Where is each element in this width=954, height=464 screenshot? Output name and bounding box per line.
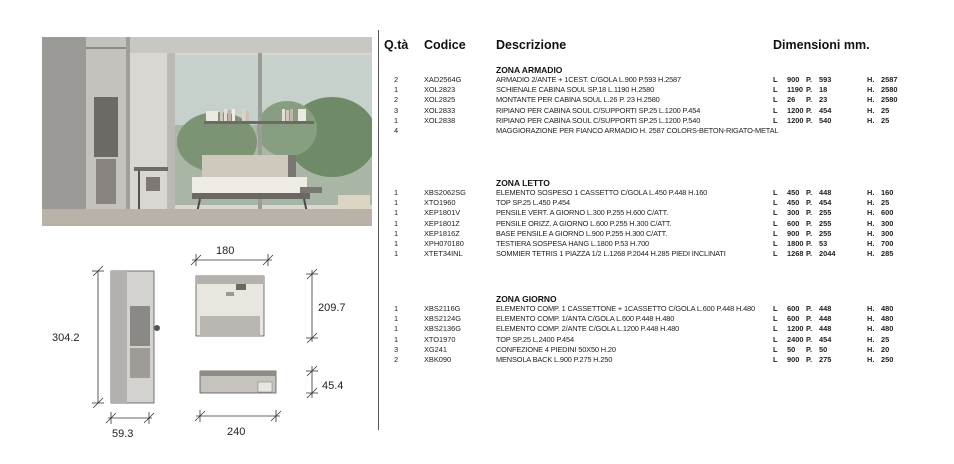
dim-letter-h: H.: [867, 249, 875, 259]
length-cell: 1200: [787, 324, 804, 334]
table-row: [384, 324, 952, 334]
dim-letter-h: H.: [867, 105, 875, 115]
depth-cell: 53: [819, 239, 828, 248]
dim-letter-p: P.: [806, 218, 813, 228]
code-cell: XEP1801V: [424, 208, 461, 218]
table-row: [384, 198, 952, 208]
dim-letter-l: L: [773, 95, 778, 105]
depth-cell: 448: [819, 304, 832, 313]
height-cell: 700: [881, 239, 894, 248]
depth-cell: 448: [819, 188, 832, 197]
code-cell: XTO1970: [424, 334, 456, 344]
qty-cell: 1: [394, 198, 399, 208]
table-row: [384, 85, 952, 95]
description-cell: ELEMENTO SOSPESO 1 CASSETTO C/GOLA L.450 P.448 H.160: [496, 188, 708, 197]
dim-letter-l: L: [773, 208, 778, 218]
dim-letter-h: H.: [867, 95, 875, 105]
description-cell: PENSILE ORIZZ. A GIORNO L.600 P.255 H.300 C/ATT.: [496, 218, 672, 228]
length-cell: 300: [787, 208, 800, 218]
description-cell: MENSOLA BACK L.900 P.275 H.250: [496, 355, 613, 364]
height-cell: 2580: [881, 85, 898, 95]
table-row: [384, 355, 952, 365]
qty-cell: 1: [394, 239, 399, 248]
dim-letter-l: L: [773, 85, 778, 95]
depth-cell: 454: [819, 198, 832, 208]
height-cell: 285: [881, 249, 894, 259]
dim-letter-l: L: [773, 239, 778, 248]
height-cell: 600: [881, 208, 894, 218]
dim-letter-p: P.: [806, 324, 813, 334]
table-row: [384, 314, 952, 324]
code-cell: XBS2116G: [424, 304, 461, 313]
code-cell: XTET34INL: [424, 249, 463, 259]
qty-cell: 3: [394, 344, 399, 354]
dim-letter-h: H.: [867, 314, 875, 324]
table-row: [384, 335, 952, 345]
height-cell: 20: [881, 344, 890, 354]
description-cell: TESTIERA SOSPESA HANG L.1800 P.53 H.700: [496, 239, 649, 248]
dim-letter-p: P.: [806, 115, 813, 125]
description-cell: PENSILE VERT. A GIORNO L.300 P.255 H.600 C/ATT.: [496, 208, 669, 218]
description-cell: ARMADIO 2/ANTE + 1CEST. C/GOLA L.900 P.593 H.2587: [496, 75, 681, 84]
dim-letter-p: P.: [806, 188, 813, 197]
qty-cell: 1: [394, 249, 399, 259]
dim-45-4: 45.4: [322, 380, 344, 392]
code-cell: XBS2136G: [424, 324, 461, 334]
dim-letter-h: H.: [867, 228, 875, 238]
dim-letter-p: P.: [806, 228, 813, 238]
dim-letter-h: H.: [867, 208, 875, 218]
length-cell: 600: [787, 304, 800, 313]
length-cell: 50: [787, 344, 796, 354]
dim-letter-p: P.: [806, 334, 813, 344]
code-cell: XAD2564G: [424, 75, 462, 84]
depth-cell: 593: [819, 75, 832, 84]
height-cell: 25: [881, 198, 890, 208]
dim-letter-h: H.: [867, 85, 875, 95]
table-row: [384, 208, 952, 218]
length-cell: 600: [787, 218, 800, 228]
qty-cell: 1: [394, 218, 399, 228]
description-cell: BASE PENSILE A GIORNO L.900 P.255 H.300 C/ATT.: [496, 228, 668, 238]
header-desc: Descrizione: [496, 38, 567, 52]
description-cell: RIPIANO PER CABINA SOUL C/SUPPORTI SP.25 L.1200 P.540: [496, 115, 701, 125]
description-cell: RIPIANO PER CABINA SOUL C/SUPPORTI SP.25 L.1200 P.454: [496, 105, 701, 115]
table-row: [384, 229, 952, 239]
qty-cell: 2: [394, 355, 399, 364]
qty-cell: 1: [394, 188, 399, 197]
code-cell: XTO1960: [424, 198, 456, 208]
dim-304-2: 304.2: [52, 332, 80, 344]
depth-cell: 50: [819, 344, 828, 354]
dim-letter-l: L: [773, 344, 778, 354]
description-cell: MONTANTE PER CABINA SOUL L.26 P. 23 H.2580: [496, 95, 660, 105]
code-cell: XBK090: [424, 355, 452, 364]
dim-letter-p: P.: [806, 198, 813, 208]
dim-letter-l: L: [773, 314, 778, 324]
table-row: [384, 188, 952, 198]
plan-drawing-svg: [40, 236, 370, 444]
code-cell: XOL2823: [424, 85, 456, 95]
dim-letter-h: H.: [867, 304, 875, 313]
depth-cell: 255: [819, 228, 832, 238]
dim-209-7: 209.7: [318, 302, 346, 314]
description-cell: CONFEZIONE 4 PIEDINI 50X50 H.20: [496, 344, 616, 354]
table-row: [384, 106, 952, 116]
height-cell: 2580: [881, 95, 898, 105]
length-cell: 1268: [787, 249, 804, 259]
qty-cell: 1: [394, 208, 399, 218]
description-cell: ELEMENTO COMP. 2/ANTE C/GOLA L.1200 P.448 H.480: [496, 324, 680, 334]
header-dims: Dimensioni mm.: [773, 38, 870, 52]
code-cell: XOL2838: [424, 115, 456, 125]
height-cell: 250: [881, 355, 894, 364]
depth-cell: 255: [819, 208, 832, 218]
height-cell: 300: [881, 218, 894, 228]
height-cell: 25: [881, 105, 890, 115]
depth-cell: 448: [819, 324, 832, 334]
depth-cell: 540: [819, 115, 832, 125]
dim-letter-p: P.: [806, 344, 813, 354]
description-cell: TOP SP.25 L.2400 P.454: [496, 334, 574, 344]
dim-letter-p: P.: [806, 95, 813, 105]
height-cell: 480: [881, 304, 894, 313]
length-cell: 450: [787, 188, 800, 197]
table-row: [384, 75, 952, 85]
table-row: [384, 249, 952, 259]
product-table: [384, 34, 952, 454]
description-cell: TOP SP.25 L.450 P.454: [496, 198, 570, 208]
dim-letter-p: P.: [806, 105, 813, 115]
height-cell: 300: [881, 228, 894, 238]
dim-letter-h: H.: [867, 75, 875, 84]
description-cell: SCHIENALE CABINA SOUL SP.18 L.1190 H.2580: [496, 85, 655, 95]
height-cell: 160: [881, 188, 894, 197]
code-cell: XOL2825: [424, 95, 456, 105]
plan-drawing: [40, 236, 370, 444]
dim-letter-h: H.: [867, 115, 875, 125]
table-row: [384, 345, 952, 355]
table-row: [384, 304, 952, 314]
dim-letter-p: P.: [806, 85, 813, 95]
dim-letter-h: H.: [867, 198, 875, 208]
depth-cell: 454: [819, 334, 832, 344]
dim-letter-l: L: [773, 188, 778, 197]
depth-cell: 275: [819, 355, 832, 364]
section-title: ZONA GIORNO: [496, 294, 557, 304]
dim-letter-l: L: [773, 115, 778, 125]
qty-cell: 1: [394, 324, 399, 334]
column-divider: [378, 30, 379, 430]
length-cell: 900: [787, 228, 800, 238]
dim-letter-l: L: [773, 355, 778, 364]
depth-cell: 454: [819, 105, 832, 115]
room-photo-illustration: [42, 37, 372, 226]
qty-cell: 2: [394, 75, 399, 84]
code-cell: XPH070180: [424, 239, 464, 248]
dim-letter-h: H.: [867, 334, 875, 344]
length-cell: 900: [787, 355, 800, 364]
dim-letter-h: H.: [867, 324, 875, 334]
dim-letter-l: L: [773, 105, 778, 115]
dim-letter-h: H.: [867, 355, 875, 364]
dim-letter-p: P.: [806, 239, 813, 248]
qty-cell: 3: [394, 105, 399, 115]
code-cell: XBS2124G: [424, 314, 461, 324]
dim-letter-h: H.: [867, 344, 875, 354]
dim-letter-p: P.: [806, 355, 813, 364]
dim-letter-l: L: [773, 324, 778, 334]
height-cell: 25: [881, 115, 890, 125]
qty-cell: 1: [394, 85, 399, 95]
dim-letter-l: L: [773, 75, 778, 84]
height-cell: 480: [881, 314, 894, 324]
length-cell: 2400: [787, 334, 804, 344]
dim-letter-l: L: [773, 249, 778, 259]
description-cell: ELEMENTO COMP. 1/ANTA C/GOLA L.600 P.448 H.480: [496, 314, 675, 324]
dim-letter-h: H.: [867, 188, 875, 197]
qty-cell: 1: [394, 115, 399, 125]
dim-letter-l: L: [773, 198, 778, 208]
length-cell: 1200: [787, 105, 804, 115]
code-cell: XEP1801Z: [424, 218, 460, 228]
code-cell: XG241: [424, 344, 448, 354]
length-cell: 1200: [787, 115, 804, 125]
qty-cell: 2: [394, 95, 399, 105]
dim-180: 180: [216, 245, 235, 257]
depth-cell: 2044: [819, 249, 836, 259]
length-cell: 900: [787, 75, 800, 84]
height-cell: 2587: [881, 75, 898, 84]
length-cell: 600: [787, 314, 800, 324]
qty-cell: 4: [394, 126, 399, 135]
qty-cell: 1: [394, 304, 399, 313]
code-cell: XEP1816Z: [424, 228, 460, 238]
depth-cell: 23: [819, 95, 828, 105]
dim-letter-p: P.: [806, 314, 813, 324]
length-cell: 1190: [787, 85, 804, 95]
dim-letter-h: H.: [867, 218, 875, 228]
dim-letter-h: H.: [867, 239, 875, 248]
description-cell: MAGGIORAZIONE PER FIANCO ARMADIO H. 2587 COLORS-BETON-RIGATO-METAL: [496, 126, 779, 135]
length-cell: 1800: [787, 239, 804, 248]
dim-240: 240: [227, 426, 246, 438]
table-row: [384, 95, 952, 105]
section-title: ZONA ARMADIO: [496, 65, 563, 75]
depth-cell: 448: [819, 314, 832, 324]
dim-letter-l: L: [773, 304, 778, 313]
depth-cell: 18: [819, 85, 828, 95]
header-code: Codice: [424, 38, 466, 52]
length-cell: 450: [787, 198, 800, 208]
dim-letter-l: L: [773, 334, 778, 344]
description-cell: ELEMENTO COMP. 1 CASSETTONE + 1CASSETTO C/GOLA L.600 P.448 H.480: [496, 304, 755, 313]
dim-letter-l: L: [773, 228, 778, 238]
dim-59-3: 59.3: [112, 428, 134, 440]
dim-letter-p: P.: [806, 75, 813, 84]
depth-cell: 255: [819, 218, 832, 228]
length-cell: 26: [787, 95, 796, 105]
code-cell: XOL2833: [424, 105, 456, 115]
dim-letter-p: P.: [806, 208, 813, 218]
room-photo: [42, 37, 372, 226]
section-title: ZONA LETTO: [496, 178, 550, 188]
description-cell: SOMMIER TETRIS 1 PIAZZA 1/2 L.1268 P.2044 H.285 PIEDI INCLINATI: [496, 249, 726, 259]
dim-letter-p: P.: [806, 304, 813, 313]
table-row: [384, 239, 952, 249]
dim-letter-l: L: [773, 218, 778, 228]
table-row: [384, 126, 952, 136]
height-cell: 480: [881, 324, 894, 334]
qty-cell: 1: [394, 334, 399, 344]
qty-cell: 1: [394, 228, 399, 238]
table-row: [384, 219, 952, 229]
header-qty: Q.tà: [384, 38, 409, 52]
table-row: [384, 116, 952, 126]
dim-letter-p: P.: [806, 249, 813, 259]
qty-cell: 1: [394, 314, 399, 324]
code-cell: XBS2062SG: [424, 188, 466, 197]
height-cell: 25: [881, 334, 890, 344]
